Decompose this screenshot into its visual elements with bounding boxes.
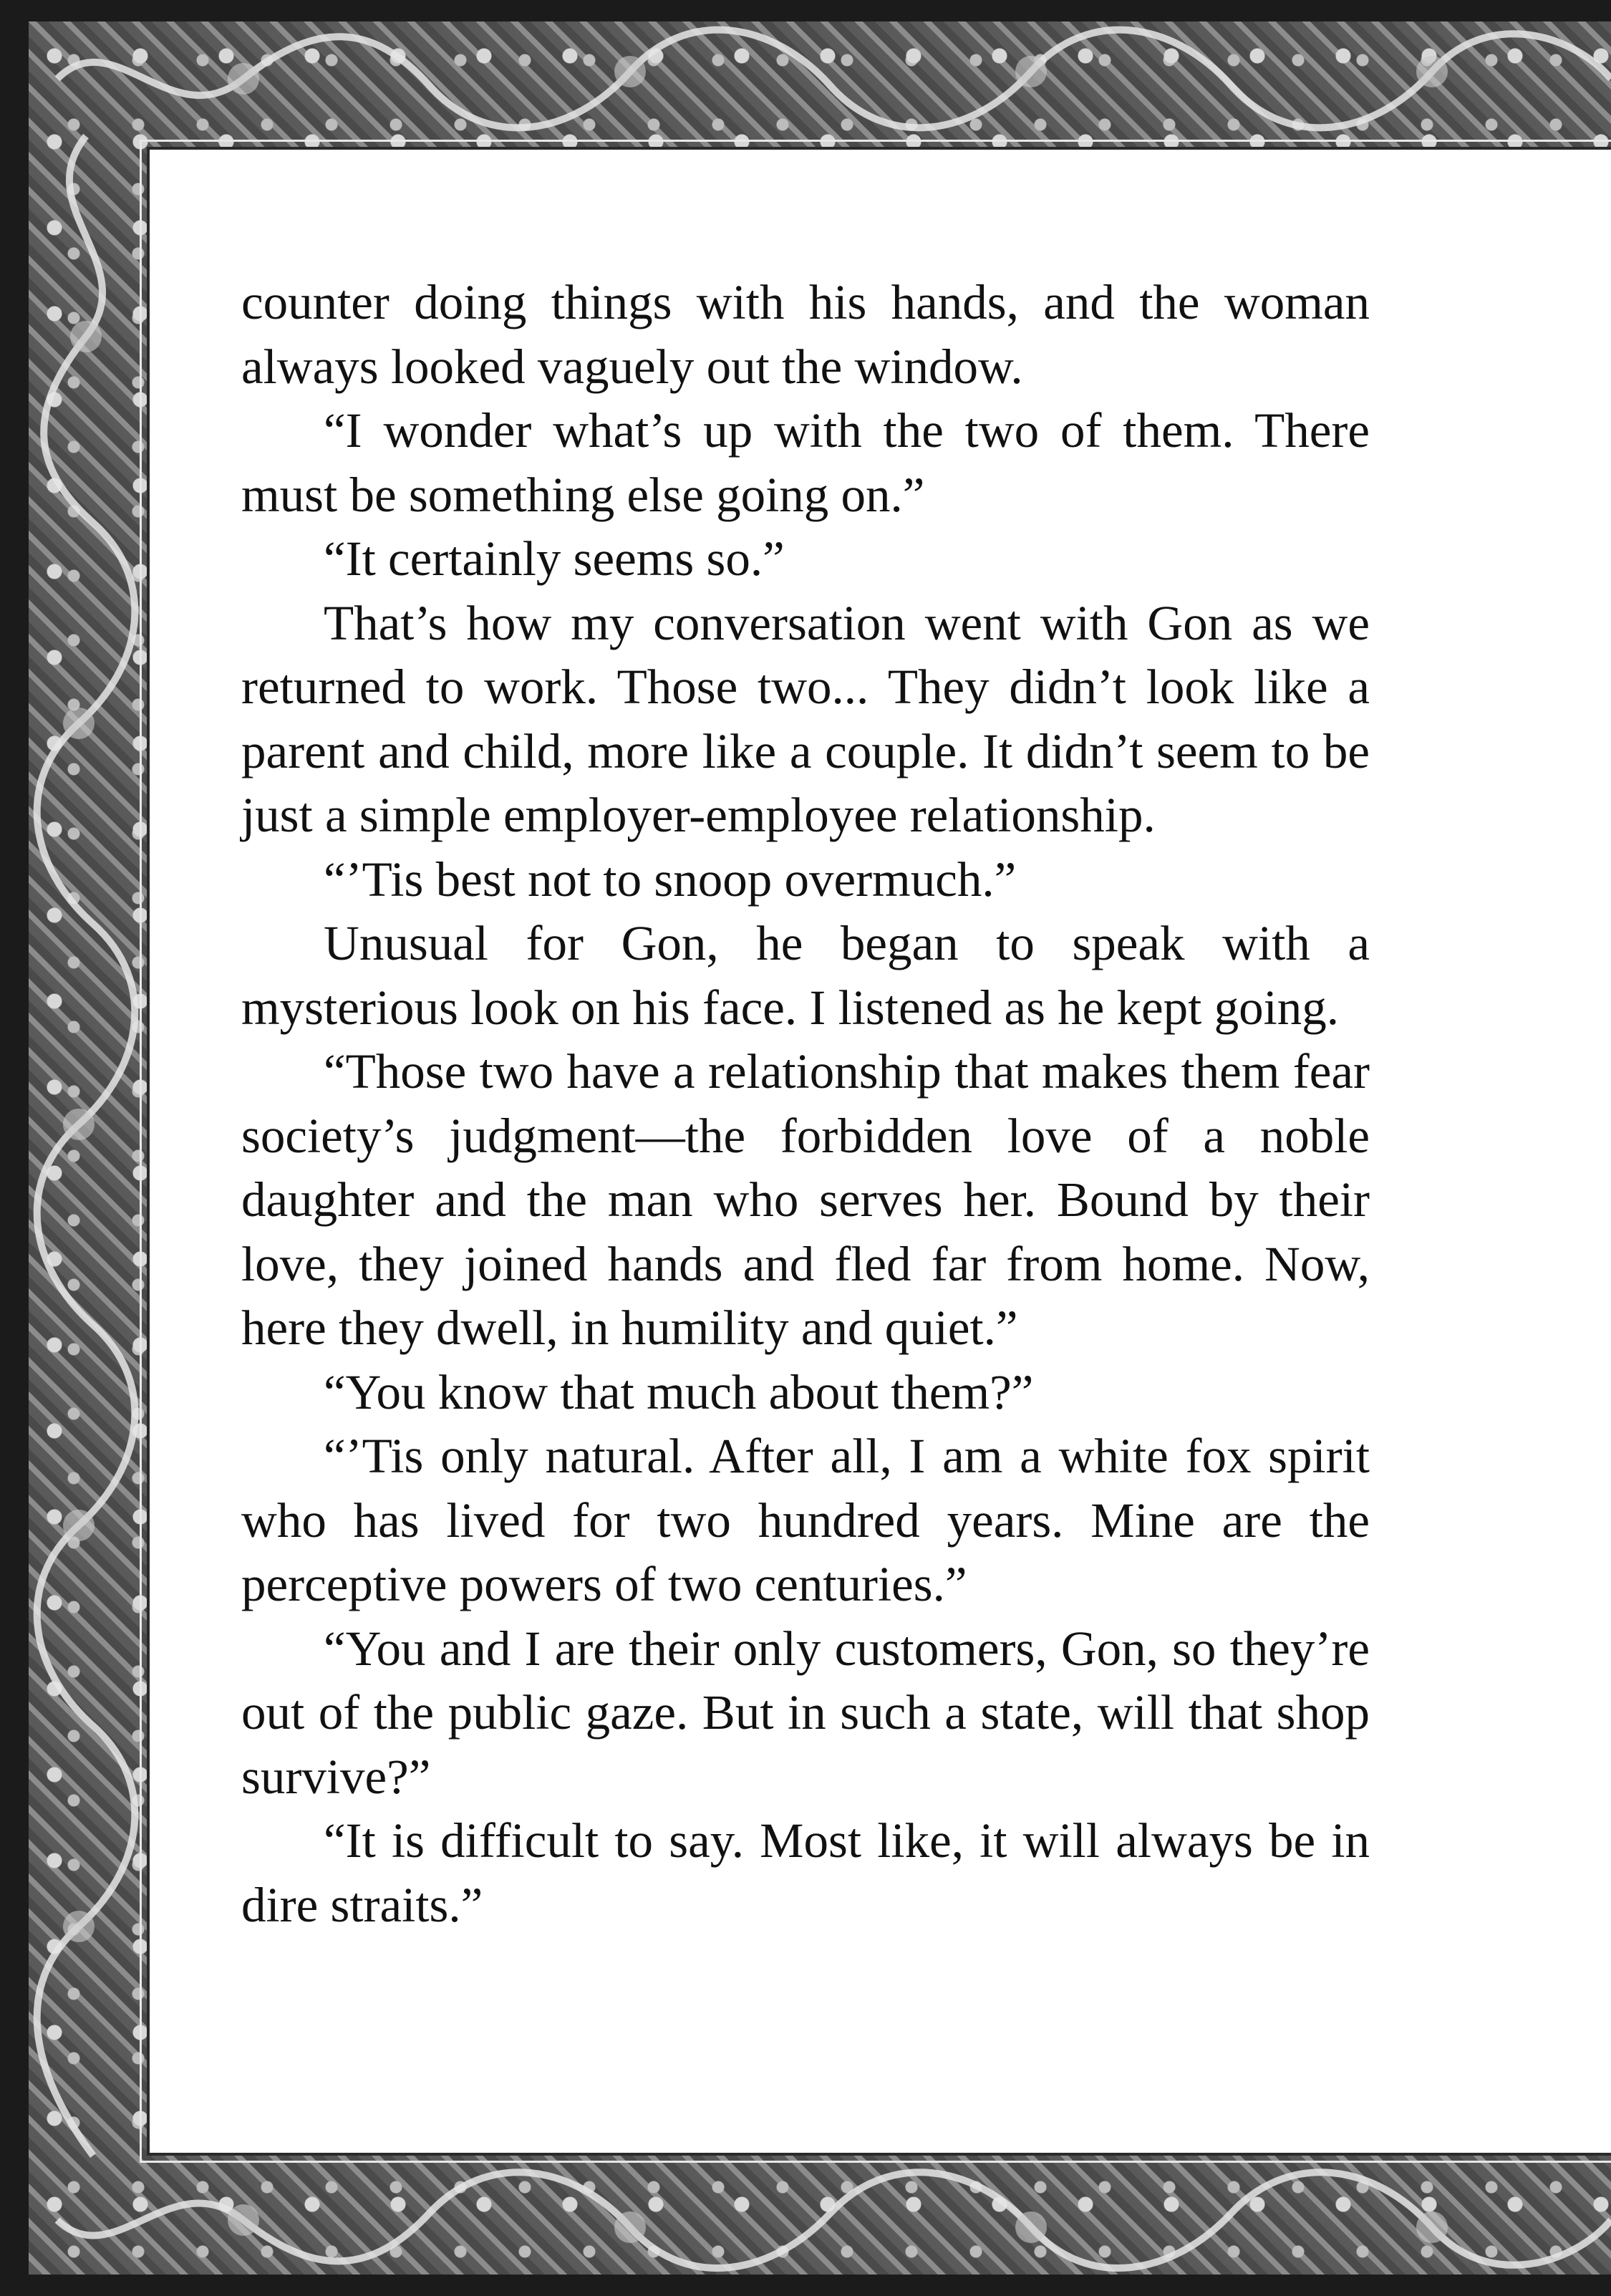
paragraph: “I wonder what’s up with the two of them. There must be something else going on.” — [241, 403, 1370, 522]
paragraph: “It is difficult to say. Most like, it will always be in dire straits.” — [241, 1813, 1370, 1932]
paragraph: That’s how my conversation went with Gon as we returned to work. Those two... They didn’t look like a parent and child, more like a couple. It didn’t seem to be just a simple employer-employee relationship. — [241, 595, 1370, 842]
paragraph: “It certainly seems so.” — [324, 531, 785, 586]
paragraph: “’Tis best not to snoop overmuch.” — [324, 852, 1017, 907]
paragraph: “’Tis only natural. After all, I am a white fox spirit who has lived for two hundred years. Mine are the perceptive powers of two centuries.” — [241, 1429, 1370, 1611]
paragraph: “Those two have a relationship that makes them fear society’s judgment—the forbidden love of a noble daughter and the man who serves her. Bound by their love, they joined hands and fled far from home. Now, here they dwell, in humility and quiet.” — [241, 1044, 1370, 1355]
paragraph: “You and I are their only customers, Gon, so they’re out of the public gaze. But in such a state, will that shop survive?” — [241, 1621, 1370, 1804]
body-text — [241, 271, 1370, 1937]
paragraph: Unusual for Gon, he began to speak with a mysterious look on his face. I listened as he kept going. — [241, 916, 1370, 1035]
paragraph: counter doing things with his hands, and the woman always looked vaguely out the window. — [241, 275, 1370, 394]
paragraph: “You know that much about them?” — [324, 1364, 1034, 1419]
